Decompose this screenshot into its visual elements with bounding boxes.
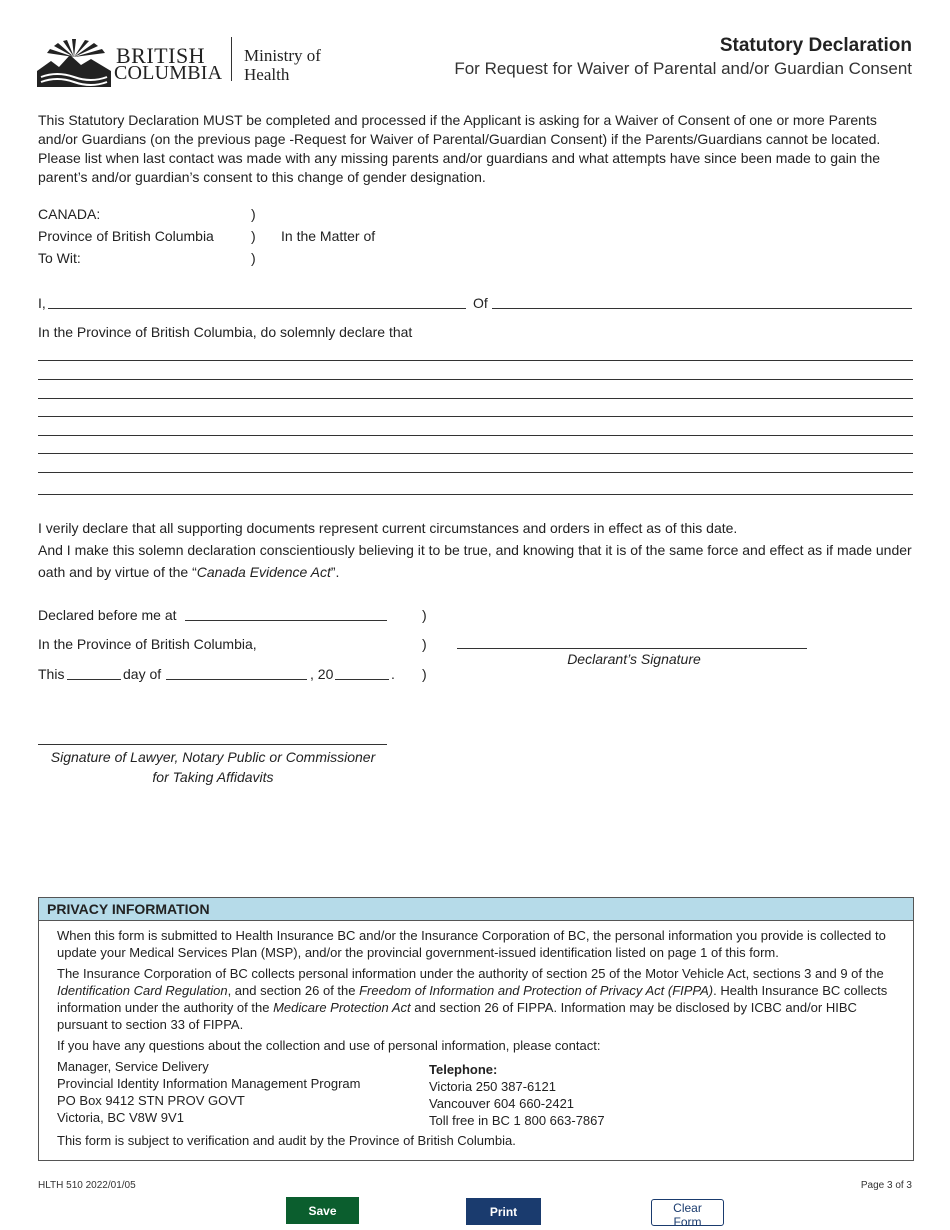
label-province: Province of British Columbia (38, 228, 214, 244)
label-this: This (38, 666, 65, 682)
privacy-heading: PRIVACY INFORMATION (39, 898, 913, 921)
bc-logo (37, 37, 327, 87)
privacy-contact-address (57, 1058, 427, 1126)
page-subtitle: For Request for Waiver of Parental and/or Guardian Consent (454, 59, 912, 78)
verify-act-name: Canada Evidence Act (196, 564, 331, 580)
label-in-the-matter-of: In the Matter of (281, 228, 376, 244)
commissioner-signature-label-1: Signature of Lawyer, Notary Public or Commissioner (50, 749, 376, 765)
verify-statement-1: I verily declare that all supporting documents represent current circumstances and orders in effect as of this date. (38, 520, 738, 536)
phone-line: Victoria 250 387-6121 (429, 1079, 556, 1094)
page-title: Statutory Declaration (719, 35, 912, 56)
commissioner-signature-label-2: for Taking Affidavits (152, 769, 274, 785)
clear-form-button[interactable]: Clear Form (651, 1199, 724, 1226)
label-province-bc: In the Province of British Columbia, (38, 636, 257, 652)
label-i: I, (38, 295, 46, 311)
contact-line: PO Box 9412 STN PROV GOVT (57, 1093, 245, 1108)
declarant-signature-line (457, 648, 807, 649)
declaration-line-7[interactable] (38, 456, 913, 473)
verify-statement-2 (38, 539, 914, 583)
declarant-signature-label: Declarant’s Signature (567, 651, 701, 667)
logo-divider (231, 37, 232, 81)
month-input[interactable] (166, 663, 307, 680)
ministry-line2: Health (244, 65, 290, 84)
day-input[interactable] (67, 663, 121, 680)
declaration-line-3[interactable] (38, 382, 913, 399)
declared-at-input[interactable] (185, 604, 387, 621)
declaration-line-1[interactable] (38, 344, 913, 361)
label-of: Of (473, 295, 488, 311)
declaration-line-5[interactable] (38, 419, 913, 436)
verify-text-a: And I make this solemn declaration conscientiously believing it to be true, and knowing that it is of the same force and effect as if made under oath and by virtue of the “ (38, 542, 912, 580)
declaration-line-6[interactable] (38, 437, 913, 454)
declaration-line-2[interactable] (38, 363, 913, 380)
phone-line: Toll free in BC 1 800 663-7867 (429, 1113, 605, 1128)
telephone-heading: Telephone: (429, 1062, 498, 1077)
print-button[interactable]: Print (466, 1198, 541, 1225)
ministry-line1: Ministry of (244, 46, 321, 65)
logo-text-columbia: COLUMBIA (114, 62, 223, 84)
commissioner-signature-line (38, 744, 387, 745)
label-year-prefix: , 20 (310, 666, 334, 682)
privacy-paragraph-4: This form is subject to verification and audit by the Province of British Columbia. (57, 1133, 516, 1148)
paren: ) (251, 250, 256, 266)
phone-line: Vancouver 604 660-2421 (429, 1096, 575, 1111)
privacy-paragraph-3: If you have any questions about the collection and use of personal information, please contact: (57, 1038, 601, 1053)
privacy-paragraph-2: The Insurance Corporation of BC collects personal information under the authority of section 25 of the Motor Vehicle Act, sections 3 and 9 of the Identification Card Regulation, and section 26 of the Freedom of Information and Protection of Privacy Act (FIPPA). Health Insurance BC collects information under the authority of the Medicare Protection Act and section 26 of FIPPA. Information may be disclosed by ICBC and/or HIBC pursuant to section 33 of FIPPA. (57, 966, 888, 1032)
contact-line: Victoria, BC V8W 9V1 (57, 1110, 184, 1125)
label-declare-that: In the Province of British Columbia, do solemnly declare that (38, 324, 413, 340)
label-to-wit: To Wit: (38, 250, 81, 266)
label-declared-before: Declared before me at (38, 607, 177, 623)
paren: ) (251, 228, 256, 244)
label-day-of: day of (123, 666, 162, 682)
privacy-paragraph-1: When this form is submitted to Health Insurance BC and/or the Insurance Corporation of BC, the personal information you provide is collected to update your Medical Services Plan (MSP), and/or the provincial government-issued identification listed on page 1 of this form. (57, 928, 886, 960)
label-canada: CANADA: (38, 206, 101, 222)
contact-line: Manager, Service Delivery (57, 1059, 209, 1074)
declaration-line-8[interactable] (38, 478, 913, 495)
paren: ) (251, 206, 256, 222)
contact-line: Provincial Identity Information Management Program (57, 1076, 361, 1091)
intro-paragraph: This Statutory Declaration MUST be completed and processed if the Applicant is asking for a Waiver of Consent of one or more Parents and/or Guardians (on the previous page -Request for Waiver of Parental/Guardian Consent) if the Parents/Guardians cannot be located. Please list when last contact was made with any missing parents and/or guardians and what attempts have since been made to gain the parent’s and/or guardian’s consent to this change of gender designation. (38, 112, 881, 185)
verify-text-b: ”. (330, 564, 340, 580)
privacy-telephone (429, 1061, 729, 1129)
form-id: HLTH 510 2022/01/05 (38, 1180, 136, 1191)
bc-sun-mountain-icon (37, 37, 111, 87)
logo-text-british: BRITISH (116, 43, 206, 68)
declarant-name-input[interactable] (48, 292, 466, 309)
paren: ) (422, 636, 427, 652)
declarant-of-input[interactable] (492, 292, 912, 309)
year-input[interactable] (335, 663, 389, 680)
declaration-line-4[interactable] (38, 400, 913, 417)
paren: ) (422, 666, 427, 682)
save-button[interactable]: Save (286, 1197, 359, 1224)
period: . (391, 666, 395, 682)
paren: ) (422, 607, 427, 623)
privacy-information-box (38, 897, 914, 1161)
page-number: Page 3 of 3 (860, 1180, 912, 1191)
